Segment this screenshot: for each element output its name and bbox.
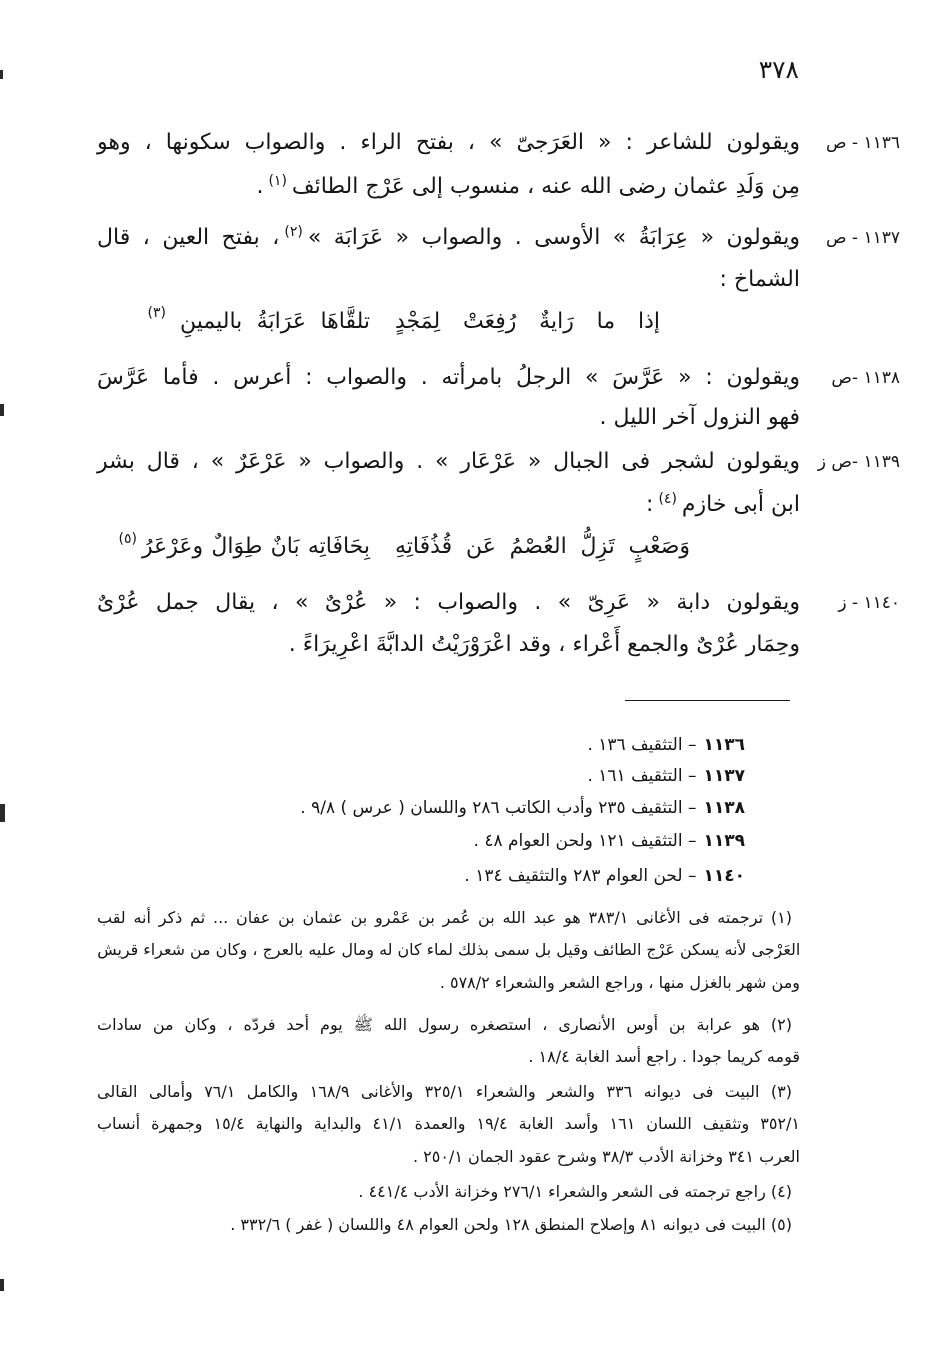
text-run: ابن أبى خازم: [681, 492, 800, 517]
footnote-line: [97, 936, 800, 964]
source-entry-number: ١١٣٧: [703, 766, 745, 786]
footnote-line: [97, 969, 800, 997]
entry-number-label: ١١٣٦ - ص: [825, 133, 900, 153]
footnote-line: [97, 1143, 800, 1171]
text-run: فهو النزول آخر الليل .: [599, 405, 800, 430]
source-entry-number: ١١٤٠: [703, 866, 745, 886]
source-line: [185, 861, 745, 891]
text-run: ويقولون « عِرَابَةُ » الأوسى . والصواب « عَرَابَة »: [307, 225, 800, 250]
entry-text-line: [97, 585, 800, 621]
footnote-reference: (٢): [284, 224, 303, 240]
entry-text-line: [97, 400, 800, 436]
text-run: العرب ٣٤١ وخزانة الأدب ٣٨/٣ وشرح عقود الجمان ٢٥٠/١ .: [412, 1147, 800, 1166]
entry-text-line: [97, 487, 800, 523]
source-citation: – التثقيف ٢٣٥ وأدب الكاتب ٢٨٦ واللسان ( عرس ) ٩/٨ .: [300, 798, 697, 818]
footnote-line: [97, 1011, 792, 1039]
line-content: [587, 766, 745, 786]
text-run: (٥) البيت فى ديوانه ٨١ وإصلاح المنطق ١٢٨ ولحن العوام ٤٨ واللسان ( غفر ) ٣٣٢/٦ .: [230, 1215, 792, 1234]
source-line: [185, 761, 745, 791]
scan-mark: [0, 804, 5, 822]
footnote-reference: (١): [268, 173, 287, 189]
text-run: (٣) البيت فى ديوانه ٣٣٦ والشعر والشعراء ٣٢٥/١ والأغانى ١٦٨/٩ والكامل ٧٦/١ وأمالى القالى: [96, 1082, 792, 1101]
line-content: [464, 866, 745, 886]
source-entry-number: ١١٣٩: [703, 831, 745, 851]
text-run: وَصَعْبٍ تَزِلُّ العُصْمُ عَن قُذُفَاتِهِ: [395, 534, 690, 559]
footnote-line: [97, 904, 792, 932]
text-run: العَرْجى لأنه يسكن عَرْج الطائف وقيل بل سمى بذلك لماء كان له ومال عليه بالعرج ، وكان من شعراء قريش: [97, 940, 800, 959]
footnote-reference: (٣): [147, 305, 166, 321]
source-line: [185, 826, 745, 856]
entry-number-label: ١١٣٨ -ص: [831, 368, 900, 388]
text-run: إذا ما رَايةٌ رُفِعَتْ لِمَجْدٍ: [395, 309, 660, 334]
source-line: [185, 730, 745, 760]
entry-text-line: [97, 444, 800, 480]
verse-footnote-reference: [136, 298, 166, 328]
text-run: ويقولون للشاعر : « العَرَجىّ » ، بفتح الراء . والصواب سكونها ، وهو: [97, 130, 800, 155]
line-content: [300, 798, 745, 818]
scan-mark: [0, 404, 4, 416]
entry-number-label: ١١٣٧ - ص: [825, 228, 900, 248]
entry-number-label: ١١٤٠ - ز: [838, 593, 900, 613]
entry-text-line: [97, 360, 800, 396]
scan-mark: [0, 70, 3, 79]
footnote-line: [97, 1078, 792, 1106]
entry-text-line: [97, 169, 800, 205]
text-run: (١) ترجمته فى الأغانى ٣٨٣/١ هو عبد الله بن عُمر بن عَمْرو بن عثمان بن عفان ... ثم ذكر أنه لقب: [96, 908, 792, 927]
text-run: قومه كريما جودا . راجع أسد الغابة ١٨/٤ .: [528, 1047, 800, 1066]
footnote-reference: (٥): [118, 531, 137, 547]
entry-text-line: [97, 262, 800, 298]
entry-text-line: [97, 125, 800, 161]
text-run: ، بفتح العين ، قال: [97, 225, 280, 250]
text-run: .: [256, 174, 264, 199]
entry-text-line: [97, 627, 800, 663]
text-run: بِحَافَاتِه بَانٌ طِوَالٌ وعَرْعَرُ: [142, 534, 370, 559]
footnote-line: [97, 1110, 800, 1138]
line-content: [97, 225, 800, 250]
line-content: [587, 735, 745, 755]
source-entry-number: ١١٣٨: [703, 798, 745, 818]
text-run: ٣٥٢/١ وتثقيف اللسان ١٦١ وأسد الغابة ١٩/٤ والعمدة ٤١/١ والبداية والنهاية ١٥/٤ وجمهرة أنساب: [96, 1114, 800, 1133]
verse-second-hemistich: [180, 304, 370, 340]
footnote-reference: (٤): [658, 491, 677, 507]
text-run: ويقولون لشجر فى الجبال « عَرْعَار » . والصواب « عَرْعَرٌ » ، قال بشر: [97, 449, 800, 474]
scan-mark: [0, 1279, 4, 1291]
entry-text-line: [97, 220, 800, 256]
line-content: [474, 831, 745, 851]
text-run: تلقَّاهَا عَرَابَةُ باليمينِ: [180, 309, 370, 334]
verse-footnote-reference: [107, 524, 137, 554]
verse-second-hemistich: [142, 529, 370, 565]
verse-first-hemistich: [395, 304, 660, 340]
text-run: وحِمَار عُرْىٌ والجمع أَعْراء ، وقد اعْرَوْرَيْتُ الدابَّةَ اعْرِيرَاءً .: [288, 632, 800, 657]
text-run: (٢) هو عرابة بن أوس الأنصارى ، استصغره رسول الله ﷺ يوم أحد فردّه ، وكان من سادات: [97, 1015, 792, 1034]
text-run: الشماخ :: [719, 267, 800, 292]
footnote-line: [97, 1043, 800, 1071]
text-run: :: [646, 492, 654, 517]
text-run: ومن شهر بالغزل منها ، وراجع الشعر والشعراء ٥٧٨/٢ .: [439, 973, 800, 992]
text-run: مِن وَلَدِ عثمان رضى الله عنه ، منسوب إلى عَرْج الطائف: [291, 174, 800, 199]
page-number: ٣٧٨: [758, 55, 799, 84]
source-citation: – التثقيف ١٣٦ .: [587, 735, 697, 755]
source-entry-number: ١١٣٦: [703, 735, 745, 755]
text-run: ويقولون دابة « عَرِىّ » . والصواب : « عُرْىٌ » ، يقال جمل عُرْىٌ: [97, 590, 800, 615]
text-run: ويقولون : « عَرَّسَ » الرجلُ بامرأته . والصواب : أعرس . فأما عَرَّسَ: [97, 365, 800, 390]
source-citation: – التثقيف ١٦١ .: [587, 766, 697, 786]
footnote-separator: [625, 700, 790, 701]
footnote-line: [97, 1211, 792, 1239]
text-run: (٤) راجع ترجمته فى الشعر والشعراء ٢٧٦/١ وخزانة الأدب ٤٤١/٤ .: [358, 1182, 792, 1201]
line-content: [646, 492, 800, 517]
verse-first-hemistich: [395, 529, 690, 565]
source-citation: – لحن العوام ٢٨٣ والتثقيف ١٣٤ .: [464, 866, 697, 886]
source-line: [185, 793, 745, 823]
line-content: [256, 174, 800, 199]
footnote-line: [97, 1178, 792, 1206]
source-citation: – التثقيف ١٢١ ولحن العوام ٤٨ .: [473, 831, 697, 851]
entry-number-label: ١١٣٩ -ص ز: [817, 452, 900, 472]
